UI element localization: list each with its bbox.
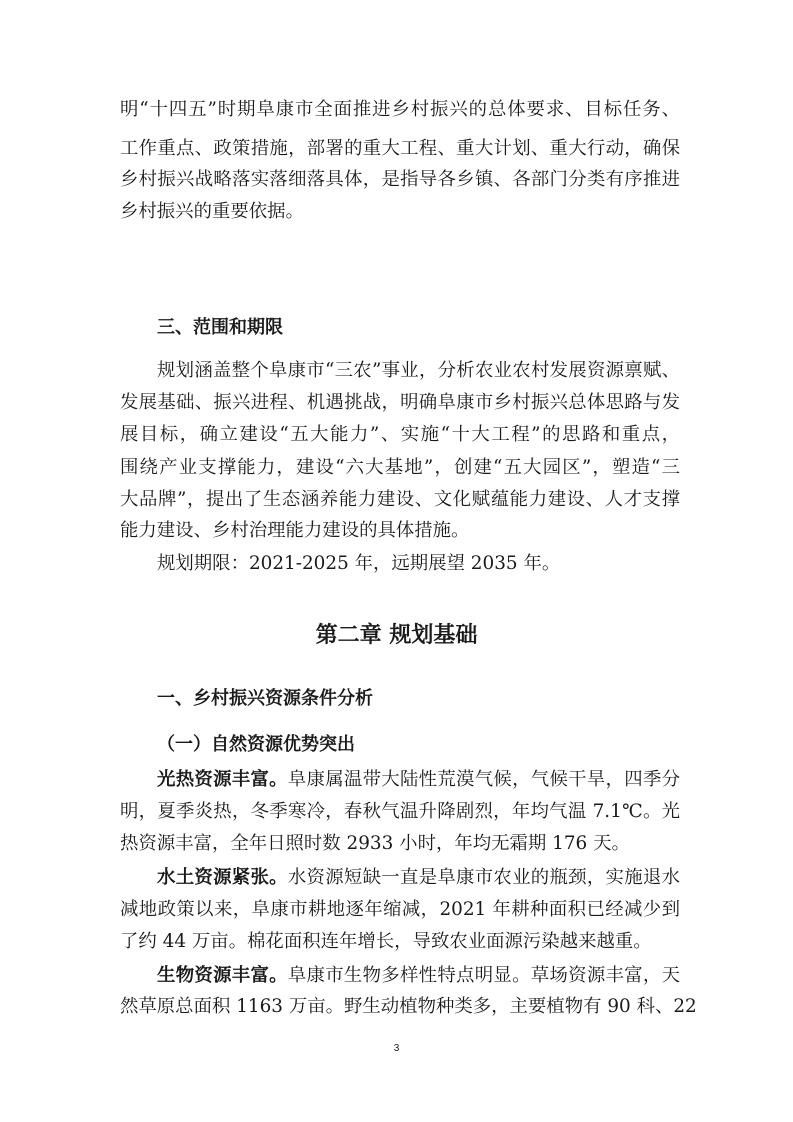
para-light-heat-line-3: 热资源丰富，全年日照时数 2933 小时，年均无霜期 176 天。 (120, 833, 630, 854)
para-biological-line-1 (157, 964, 680, 988)
para-water-soil-line-2: 减地政策以来，阜康市耕地逐年缩减，2021 年耕种面积已经减少到 (120, 899, 680, 920)
section-heading-scope: 三、范围和期限 (157, 317, 283, 338)
intro-line-3: 乡村振兴战略落实落细落具体，是指导各乡镇、各部门分类有序推进 (120, 169, 680, 190)
para-biological-lead: 生物资源丰富。 (157, 965, 288, 986)
scope-period: 规划期限：2021-2025 年，远期展望 2035 年。 (157, 553, 561, 574)
para-water-soil-lead: 水土资源紧张。 (157, 867, 288, 888)
para-light-heat-line-2: 明，夏季炎热，冬季寒冷，春秋气温升降剧烈，年均气温 7.1℃。光 (120, 801, 680, 822)
section-heading-resources: 一、乡村振兴资源条件分析 (157, 688, 373, 709)
page-number: 3 (393, 1043, 400, 1054)
chapter-title: 第二章 规划基础 (315, 623, 478, 648)
intro-line-1: 明“十四五”时期阜康市全面推进乡村振兴的总体要求、目标任务、 (120, 99, 680, 120)
scope-line-3: 展目标，确立建设“五大能力”、实施“十大工程”的思路和重点， (120, 424, 680, 445)
scope-line-1: 规划涵盖整个阜康市“三农”事业，分析农业农村发展资源禀赋、 (157, 360, 680, 381)
scope-line-2: 发展基础、振兴进程、机遇挑战，明确阜康市乡村振兴总体思路与发 (120, 392, 680, 413)
para-water-soil-text: 水资源短缺一直是阜康市农业的瓶颈，实施退水 (287, 867, 680, 888)
para-light-heat-lead: 光热资源丰富。 (157, 769, 288, 790)
scope-line-4: 围绕产业支撑能力，建设“六大基地”，创建“五大园区”，塑造“三 (120, 457, 680, 478)
subsection-heading-natural: （一）自然资源优势突出 (157, 734, 355, 755)
para-water-soil-line-3: 了约 44 万亩。棉花面积连年增长，导致农业面源污染越来越重。 (120, 931, 652, 952)
para-light-heat-text: 阜康属温带大陆性荒漠气候，气候干旱，四季分 (287, 769, 680, 790)
scope-line-5: 大品牌”，提出了生态涵养能力建设、文化赋蕴能力建设、人才支撑 (120, 489, 680, 510)
para-light-heat-line-1 (157, 768, 680, 792)
para-biological-text: 阜康市生物多样性特点明显。草场资源丰富，天 (287, 965, 680, 986)
para-water-soil-line-1 (157, 866, 680, 890)
intro-line-2: 工作重点、政策措施，部署的重大工程、重大计划、重大行动，确保 (120, 138, 680, 159)
intro-line-4: 乡村振兴的重要依据。 (120, 201, 304, 222)
scope-line-6: 能力建设、乡村治理能力建设的具体措施。 (120, 520, 470, 541)
para-biological-line-2: 然草原总面积 1163 万亩。野生动植物种类多，主要植物有 90 科、22 (120, 996, 697, 1017)
